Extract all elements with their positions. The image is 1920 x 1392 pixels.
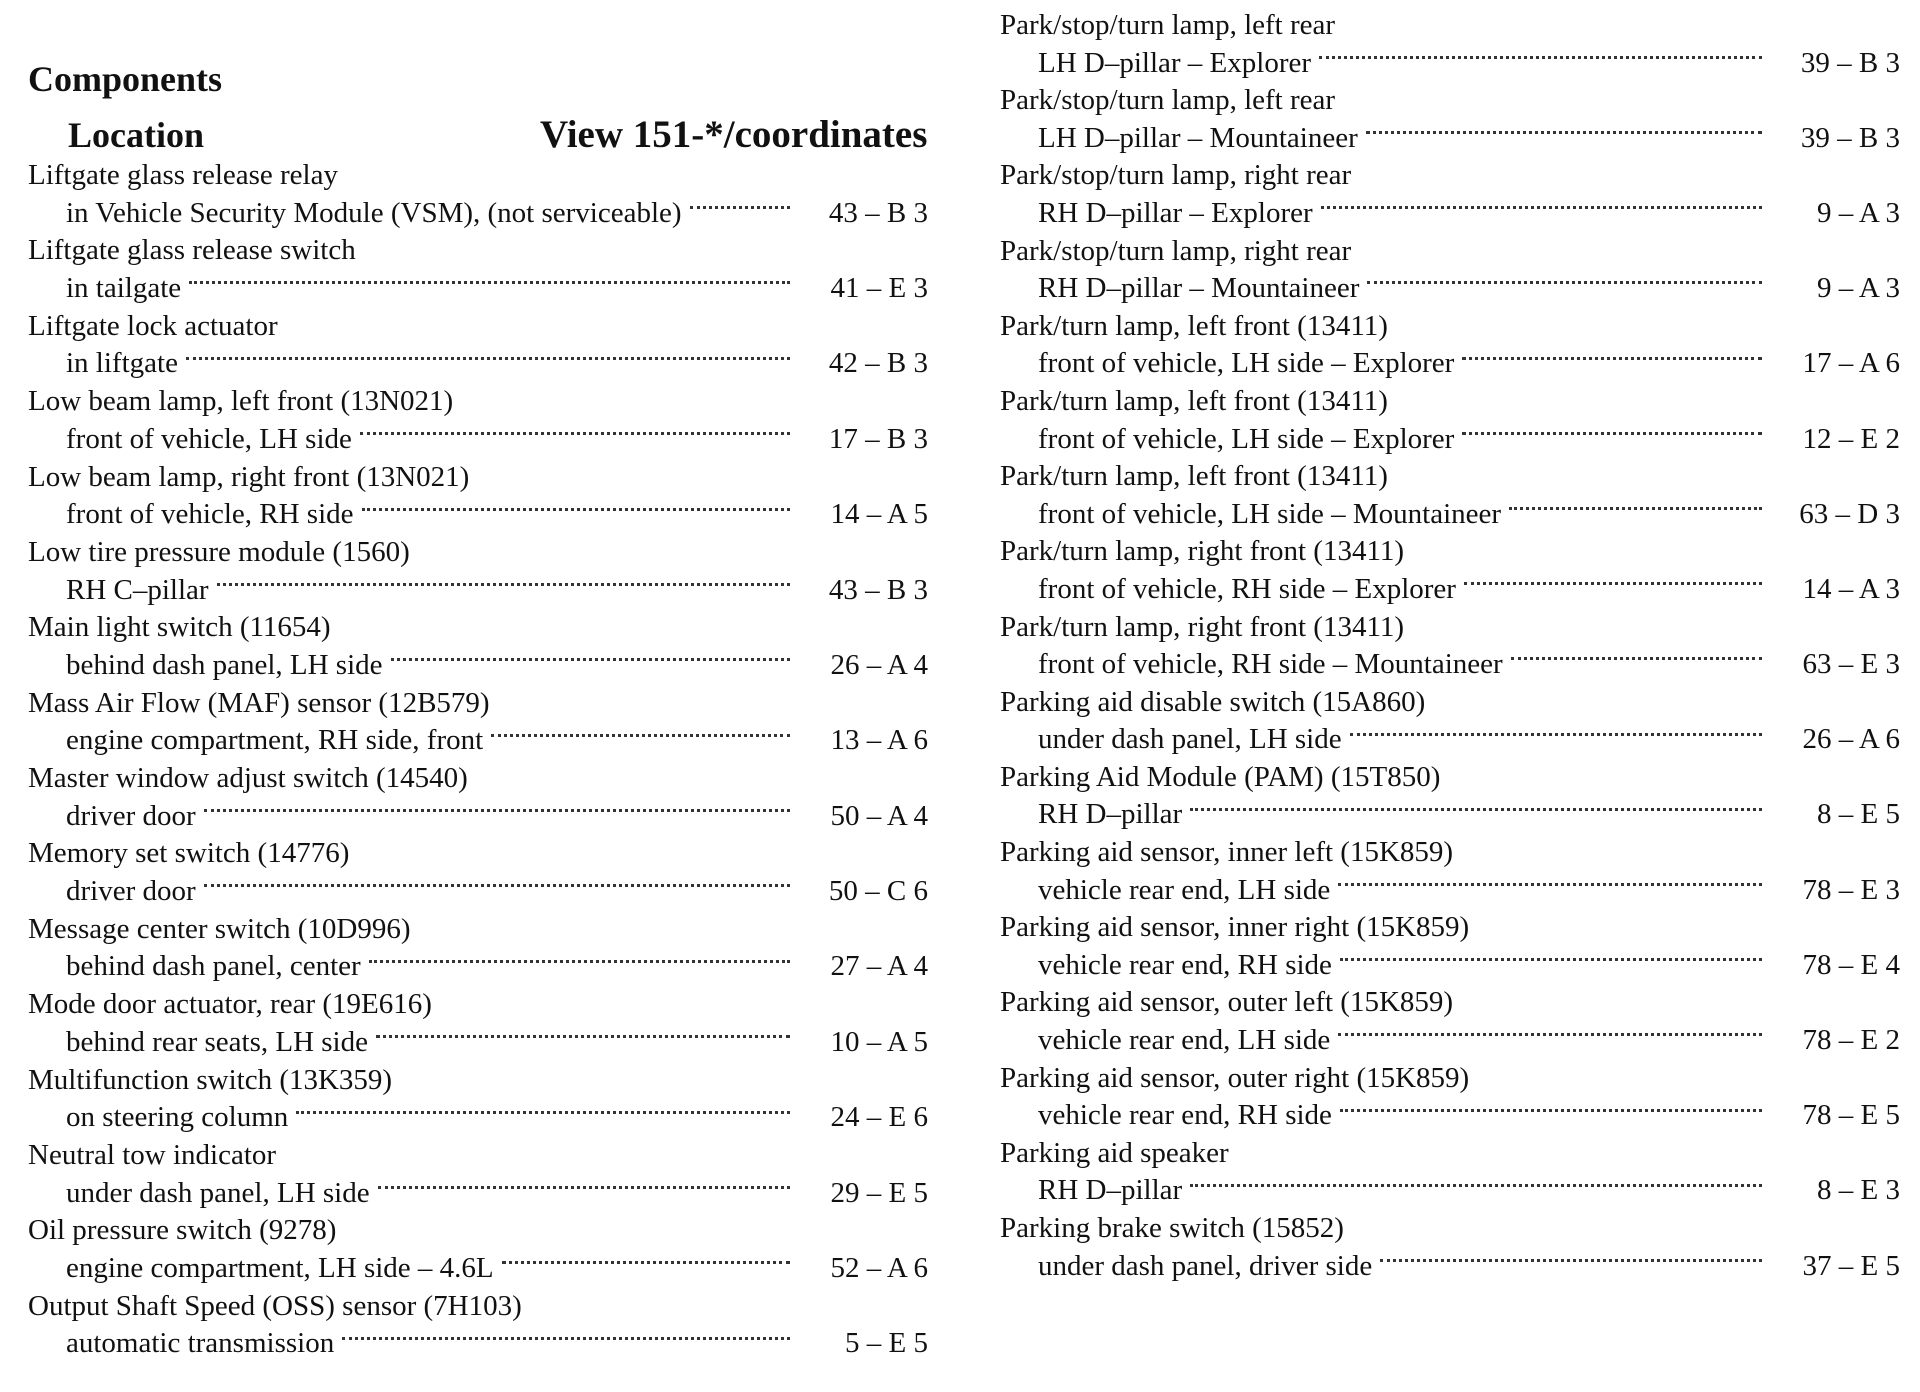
location-text: front of vehicle, LH side – Explorer bbox=[1038, 347, 1455, 380]
component-name: Park/turn lamp, left front (13411) bbox=[1000, 309, 1388, 342]
dot-leader bbox=[189, 281, 790, 284]
location-text: in liftgate bbox=[66, 347, 178, 380]
view-coordinate: 78 – E 3 bbox=[1802, 873, 1900, 906]
location-row bbox=[1000, 120, 1900, 158]
dot-leader bbox=[217, 583, 790, 586]
index-entry bbox=[28, 760, 928, 835]
index-entry bbox=[28, 911, 928, 986]
view-coordinate: 9 – A 3 bbox=[1817, 196, 1900, 229]
component-name: Mass Air Flow (MAF) sensor (12B579) bbox=[28, 686, 490, 719]
location-row bbox=[28, 572, 928, 610]
component-name: Message center switch (10D996) bbox=[28, 912, 411, 945]
component-name: Parking aid sensor, outer left (15K859) bbox=[1000, 986, 1454, 1019]
view-coordinate: 43 – B 3 bbox=[828, 196, 928, 229]
index-entry bbox=[28, 459, 928, 534]
location-text: RH C–pillar bbox=[66, 573, 209, 606]
location-row bbox=[28, 421, 928, 459]
dot-leader bbox=[1338, 1033, 1762, 1036]
dot-leader bbox=[378, 1186, 790, 1189]
component-name: Park/turn lamp, right front (13411) bbox=[1000, 535, 1405, 568]
location-text: vehicle rear end, RH side bbox=[1038, 948, 1332, 981]
dot-leader bbox=[690, 206, 790, 209]
index-entry bbox=[28, 1137, 928, 1212]
view-coordinate: 39 – B 3 bbox=[1800, 121, 1900, 154]
dot-leader bbox=[1340, 958, 1762, 961]
location-text: behind dash panel, LH side bbox=[66, 648, 383, 681]
index-entry bbox=[1000, 759, 1900, 834]
component-name: Park/turn lamp, left front (13411) bbox=[1000, 384, 1388, 417]
index-entry bbox=[1000, 684, 1900, 759]
location-row bbox=[28, 948, 928, 986]
location-text: under dash panel, LH side bbox=[66, 1176, 370, 1209]
component-name: Main light switch (11654) bbox=[28, 611, 331, 644]
location-text: under dash panel, driver side bbox=[1038, 1249, 1373, 1282]
view-coordinate: 8 – E 5 bbox=[1817, 798, 1900, 831]
index-entry bbox=[28, 609, 928, 684]
location-text: driver door bbox=[66, 799, 196, 832]
dot-leader bbox=[1319, 56, 1762, 59]
index-entry bbox=[28, 1062, 928, 1137]
dot-leader bbox=[1190, 1184, 1762, 1187]
dot-leader bbox=[360, 432, 790, 435]
view-coordinate: 29 – E 5 bbox=[830, 1176, 928, 1209]
component-name: Park/stop/turn lamp, right rear bbox=[1000, 234, 1352, 267]
location-row bbox=[28, 873, 928, 911]
index-entry bbox=[1000, 458, 1900, 533]
view-coordinate: 42 – B 3 bbox=[828, 347, 928, 380]
location-row bbox=[1000, 646, 1900, 684]
index-entry bbox=[28, 1288, 928, 1363]
component-name: Low beam lamp, right front (13N021) bbox=[28, 460, 470, 493]
location-row bbox=[28, 647, 928, 685]
right-column bbox=[1000, 7, 1900, 1285]
location-row bbox=[28, 195, 928, 233]
view-coordinate: 78 – E 5 bbox=[1802, 1099, 1900, 1132]
location-row bbox=[1000, 195, 1900, 233]
component-name: Mode door actuator, rear (19E616) bbox=[28, 988, 432, 1021]
location-row bbox=[28, 722, 928, 760]
component-name: Liftgate lock actuator bbox=[28, 309, 278, 342]
index-entry bbox=[1000, 157, 1900, 232]
component-name: Parking aid sensor, outer right (15K859) bbox=[1000, 1061, 1470, 1094]
location-text: behind dash panel, center bbox=[66, 950, 361, 983]
component-name: Low tire pressure module (1560) bbox=[28, 535, 410, 568]
view-coordinate: 52 – A 6 bbox=[830, 1251, 928, 1284]
location-text: in tailgate bbox=[66, 272, 182, 305]
index-entry bbox=[28, 1212, 928, 1287]
location-row bbox=[28, 1175, 928, 1213]
location-text: front of vehicle, LH side – Mountaineer bbox=[1038, 497, 1502, 530]
location-row bbox=[28, 1325, 928, 1363]
location-text: front of vehicle, RH side – Mountaineer bbox=[1038, 648, 1503, 681]
dot-leader bbox=[369, 960, 790, 963]
index-entry bbox=[28, 157, 928, 232]
location-row bbox=[1000, 1172, 1900, 1210]
dot-leader bbox=[1338, 883, 1762, 886]
view-coordinate: 17 – B 3 bbox=[828, 422, 928, 455]
view-coordinate: 50 – C 6 bbox=[828, 875, 928, 908]
location-text: RH D–pillar bbox=[1038, 798, 1183, 831]
location-row bbox=[1000, 496, 1900, 534]
location-text: RH D–pillar bbox=[1038, 1174, 1183, 1207]
view-coordinate: 26 – A 6 bbox=[1802, 723, 1900, 756]
component-name: Master window adjust switch (14540) bbox=[28, 762, 468, 794]
index-entry bbox=[28, 308, 928, 383]
index-entry bbox=[28, 232, 928, 307]
location-row bbox=[28, 1250, 928, 1288]
location-row bbox=[1000, 421, 1900, 459]
location-text: RH D–pillar – Explorer bbox=[1038, 196, 1313, 229]
view-column-heading: View 151-*/coordinates bbox=[540, 113, 928, 156]
view-coordinate: 50 – A 4 bbox=[830, 799, 928, 832]
index-entry bbox=[28, 383, 928, 458]
dot-leader bbox=[1511, 657, 1762, 660]
view-coordinate: 63 – E 3 bbox=[1802, 648, 1900, 681]
dot-leader bbox=[1366, 131, 1762, 134]
location-text: behind rear seats, LH side bbox=[66, 1025, 368, 1058]
view-coordinate: 26 – A 4 bbox=[830, 648, 928, 681]
left-column bbox=[28, 157, 928, 1363]
component-name: Output Shaft Speed (OSS) sensor (7H103) bbox=[28, 1289, 522, 1322]
location-text: vehicle rear end, LH side bbox=[1038, 1024, 1331, 1057]
component-name: Park/turn lamp, left front (13411) bbox=[1000, 460, 1388, 493]
location-row bbox=[1000, 947, 1900, 985]
index-entry bbox=[1000, 909, 1900, 984]
location-row bbox=[1000, 721, 1900, 759]
component-name: Multifunction switch (13K359) bbox=[28, 1063, 393, 1096]
dot-leader bbox=[391, 658, 790, 661]
view-coordinate: 43 – B 3 bbox=[828, 573, 928, 606]
location-row bbox=[28, 1024, 928, 1062]
dot-leader bbox=[1321, 206, 1762, 209]
component-name: Low beam lamp, left front (13N021) bbox=[28, 385, 454, 418]
dot-leader bbox=[362, 508, 790, 511]
index-entry bbox=[1000, 308, 1900, 383]
location-row bbox=[1000, 270, 1900, 308]
dot-leader bbox=[502, 1261, 790, 1264]
location-text: vehicle rear end, RH side bbox=[1038, 1099, 1332, 1132]
view-coordinate: 39 – B 3 bbox=[1800, 46, 1900, 79]
component-name: Park/turn lamp, right front (13411) bbox=[1000, 610, 1405, 643]
component-name: Parking aid speaker bbox=[1000, 1136, 1229, 1169]
dot-leader bbox=[296, 1111, 790, 1114]
section-title: Components bbox=[28, 59, 223, 99]
index-entry bbox=[28, 534, 928, 609]
index-entry bbox=[28, 986, 928, 1061]
dot-leader bbox=[376, 1035, 790, 1038]
view-coordinate: 12 – E 2 bbox=[1802, 422, 1900, 455]
location-row bbox=[1000, 345, 1900, 383]
dot-leader bbox=[186, 357, 790, 360]
view-coordinate: 14 – A 5 bbox=[830, 498, 928, 531]
location-row bbox=[1000, 1097, 1900, 1135]
component-name: Parking aid sensor, inner left (15K859) bbox=[1000, 836, 1454, 869]
location-row bbox=[28, 496, 928, 534]
index-entry bbox=[1000, 82, 1900, 157]
view-coordinate: 9 – A 3 bbox=[1817, 272, 1900, 305]
dot-leader bbox=[204, 809, 790, 812]
component-name: Memory set switch (14776) bbox=[28, 837, 350, 870]
view-coordinate: 41 – E 3 bbox=[830, 272, 928, 305]
location-row bbox=[28, 1099, 928, 1137]
component-name: Park/stop/turn lamp, right rear bbox=[1000, 159, 1352, 192]
component-name: Parking aid sensor, inner right (15K859) bbox=[1000, 911, 1470, 944]
view-coordinate: 63 – D 3 bbox=[1799, 497, 1900, 530]
location-text: engine compartment, LH side – 4.6L bbox=[66, 1251, 494, 1284]
dot-leader bbox=[204, 884, 790, 887]
view-coordinate: 8 – E 3 bbox=[1817, 1174, 1900, 1207]
component-name: Park/stop/turn lamp, left rear bbox=[1000, 84, 1336, 117]
view-coordinate: 24 – E 6 bbox=[830, 1101, 928, 1134]
location-row bbox=[1000, 571, 1900, 609]
index-entry bbox=[1000, 533, 1900, 608]
component-name: Liftgate glass release switch bbox=[28, 234, 356, 267]
index-entry bbox=[28, 835, 928, 910]
location-text: automatic transmission bbox=[66, 1327, 335, 1360]
index-entry bbox=[28, 685, 928, 760]
dot-leader bbox=[342, 1337, 790, 1340]
dot-leader bbox=[491, 734, 790, 737]
location-row bbox=[28, 270, 928, 308]
location-row bbox=[1000, 1248, 1900, 1286]
location-row bbox=[1000, 45, 1900, 83]
view-coordinate: 27 – A 4 bbox=[830, 950, 928, 983]
dot-leader bbox=[1462, 357, 1762, 360]
location-text: in Vehicle Security Module (VSM), (not serviceable) bbox=[66, 196, 682, 229]
view-coordinate: 14 – A 3 bbox=[1802, 572, 1900, 605]
view-coordinate: 5 – E 5 bbox=[845, 1327, 928, 1360]
view-coordinate: 10 – A 5 bbox=[830, 1025, 928, 1058]
component-name: Liftgate glass release relay bbox=[28, 159, 338, 191]
location-text: vehicle rear end, LH side bbox=[1038, 873, 1331, 906]
component-name: Oil pressure switch (9278) bbox=[28, 1214, 337, 1247]
location-row bbox=[28, 798, 928, 836]
component-name: Park/stop/turn lamp, left rear bbox=[1000, 9, 1336, 41]
location-text: engine compartment, RH side, front bbox=[66, 724, 484, 757]
location-row bbox=[1000, 796, 1900, 834]
index-entry bbox=[1000, 1060, 1900, 1135]
dot-leader bbox=[1350, 733, 1762, 736]
view-coordinate: 37 – E 5 bbox=[1802, 1249, 1900, 1282]
dot-leader bbox=[1340, 1109, 1762, 1112]
location-text: on steering column bbox=[66, 1101, 289, 1134]
component-name: Neutral tow indicator bbox=[28, 1138, 277, 1171]
location-text: LH D–pillar – Mountaineer bbox=[1038, 121, 1358, 154]
location-text: front of vehicle, RH side – Explorer bbox=[1038, 572, 1456, 605]
location-text: RH D–pillar – Mountaineer bbox=[1038, 272, 1360, 305]
dot-leader bbox=[1190, 808, 1762, 811]
location-row bbox=[28, 345, 928, 383]
component-name: Parking aid disable switch (15A860) bbox=[1000, 685, 1426, 718]
view-coordinate: 78 – E 4 bbox=[1802, 948, 1900, 981]
index-entry bbox=[1000, 383, 1900, 458]
view-coordinate: 13 – A 6 bbox=[830, 724, 928, 757]
index-entry bbox=[1000, 1210, 1900, 1285]
dot-leader bbox=[1509, 507, 1762, 510]
index-entry bbox=[1000, 1135, 1900, 1210]
dot-leader bbox=[1380, 1259, 1762, 1262]
location-text: front of vehicle, LH side – Explorer bbox=[1038, 422, 1455, 455]
location-text: front of vehicle, RH side bbox=[66, 498, 354, 531]
location-text: under dash panel, LH side bbox=[1038, 723, 1342, 756]
index-entry bbox=[1000, 609, 1900, 684]
dot-leader bbox=[1367, 281, 1762, 284]
dot-leader bbox=[1462, 432, 1762, 435]
location-text: LH D–pillar – Explorer bbox=[1038, 46, 1312, 79]
index-entry bbox=[1000, 233, 1900, 308]
index-entry bbox=[1000, 834, 1900, 909]
component-name: Parking brake switch (15852) bbox=[1000, 1212, 1344, 1244]
location-row bbox=[1000, 872, 1900, 910]
location-text: driver door bbox=[66, 875, 196, 908]
view-coordinate: 17 – A 6 bbox=[1802, 347, 1900, 380]
location-text: front of vehicle, LH side bbox=[66, 422, 352, 455]
index-entry bbox=[1000, 984, 1900, 1059]
location-column-heading: Location bbox=[68, 115, 205, 155]
dot-leader bbox=[1464, 582, 1762, 585]
index-entry bbox=[1000, 7, 1900, 82]
view-coordinate: 78 – E 2 bbox=[1802, 1024, 1900, 1057]
component-name: Parking Aid Module (PAM) (15T850) bbox=[1000, 760, 1441, 793]
location-row bbox=[1000, 1022, 1900, 1060]
